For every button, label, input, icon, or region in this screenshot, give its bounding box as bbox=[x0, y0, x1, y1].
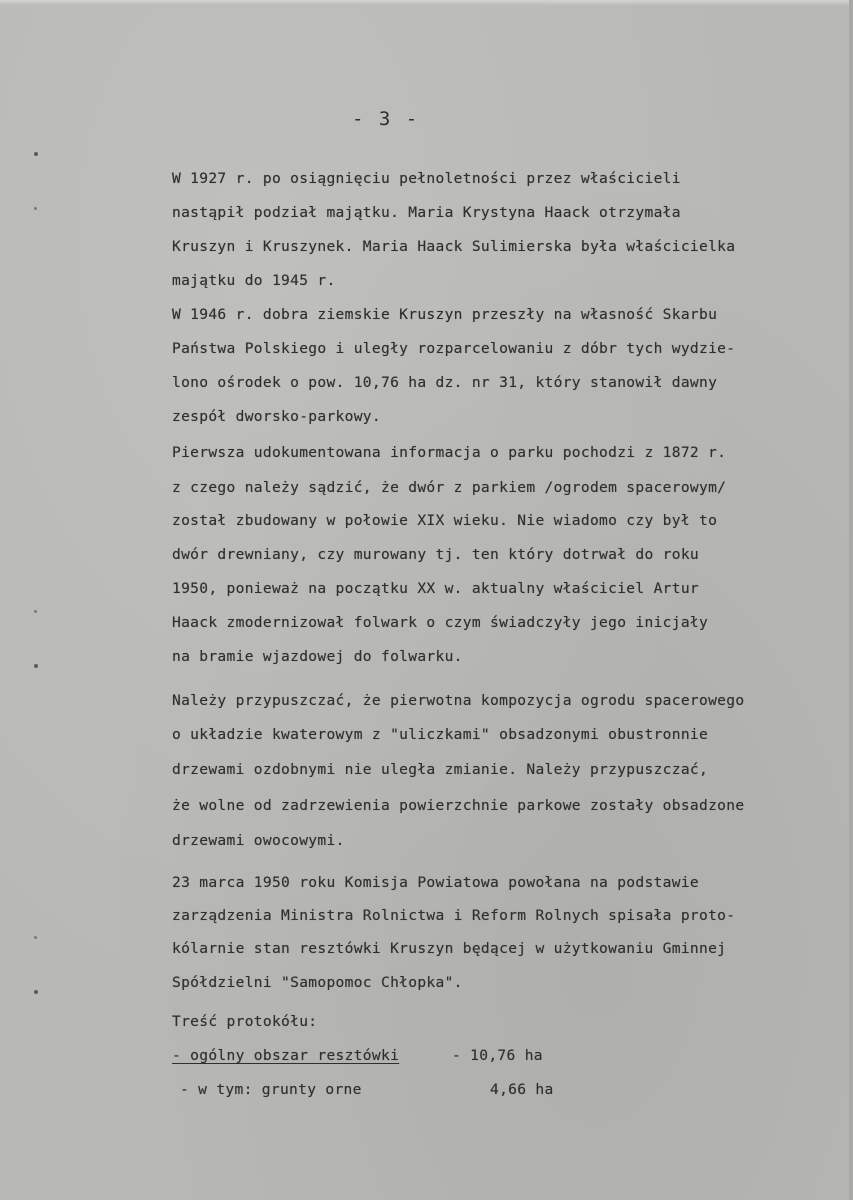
text-line: że wolne od zadrzewienia powierzchnie parkowe zostały obsadzone bbox=[172, 797, 745, 814]
page-number: - 3 - bbox=[352, 108, 420, 130]
punch-hole-mark bbox=[34, 610, 37, 613]
text-line: drzewami ozdobnymi nie uległa zmianie. Należy przypuszczać, bbox=[172, 761, 709, 778]
punch-hole-mark bbox=[34, 936, 37, 939]
text-line: z czego należy sądzić, że dwór z parkiem /ogrodem spacerowym/ bbox=[172, 479, 727, 496]
text-line: 23 marca 1950 roku Komisja Powiatowa powołana na podstawie bbox=[172, 874, 699, 891]
paper-top-edge bbox=[0, 0, 853, 6]
punch-hole-mark bbox=[34, 664, 38, 668]
punch-hole-mark bbox=[34, 207, 37, 210]
text-line: o układzie kwaterowym z "uliczkami" obsadzonymi obustronnie bbox=[172, 726, 709, 743]
text-line: dwór drewniany, czy murowany tj. ten który dotrwał do roku bbox=[172, 546, 699, 563]
punch-hole-mark bbox=[34, 990, 38, 994]
list-item-label: - w tym: grunty orne bbox=[180, 1081, 362, 1098]
text-line: Kruszyn i Kruszynek. Maria Haack Sulimierska była właścicielka bbox=[172, 238, 736, 255]
punch-hole-mark bbox=[34, 152, 38, 156]
text-line: 1950, ponieważ na początku XX w. aktualny właściciel Artur bbox=[172, 580, 699, 597]
list-item-value: - 10,76 ha bbox=[452, 1047, 543, 1064]
text-line: Pierwsza udokumentowana informacja o parku pochodzi z 1872 r. bbox=[172, 444, 727, 461]
section-heading: Treść protokółu: bbox=[172, 1013, 318, 1030]
text-line: W 1927 r. po osiągnięciu pełnoletności przez właścicieli bbox=[172, 170, 681, 187]
text-line: W 1946 r. dobra ziemskie Kruszyn przeszły na własność Skarbu bbox=[172, 306, 718, 323]
text-line: lono ośrodek o pow. 10,76 ha dz. nr 31, który stanowił dawny bbox=[172, 374, 718, 391]
text-line: na bramie wjazdowej do folwarku. bbox=[172, 648, 463, 665]
text-line: nastąpił podział majątku. Maria Krystyna Haack otrzymała bbox=[172, 204, 681, 221]
list-item-value: 4,66 ha bbox=[490, 1081, 554, 1098]
text-line: kólarnie stan resztówki Kruszyn będącej w użytkowaniu Gminnej bbox=[172, 940, 727, 957]
text-line: Państwa Polskiego i uległy rozparcelowaniu z dóbr tych wydzie- bbox=[172, 340, 736, 357]
text-line: Spółdzielni "Samopomoc Chłopka". bbox=[172, 974, 463, 991]
text-line: został zbudowany w połowie XIX wieku. Nie wiadomo czy był to bbox=[172, 512, 718, 529]
text-line: drzewami owocowymi. bbox=[172, 832, 345, 849]
text-line: zespół dworsko-parkowy. bbox=[172, 408, 381, 425]
list-item-label: - ogólny obszar resztówki bbox=[172, 1047, 400, 1064]
paper-right-edge bbox=[849, 0, 853, 1200]
text-line: Należy przypuszczać, że pierwotna kompozycja ogrodu spacerowego bbox=[172, 692, 745, 709]
text-line: zarządzenia Ministra Rolnictwa i Reform Rolnych spisała proto- bbox=[172, 907, 736, 924]
text-line: majątku do 1945 r. bbox=[172, 272, 336, 289]
text-line: Haack zmodernizował folwark o czym świadczyły jego inicjały bbox=[172, 614, 709, 631]
